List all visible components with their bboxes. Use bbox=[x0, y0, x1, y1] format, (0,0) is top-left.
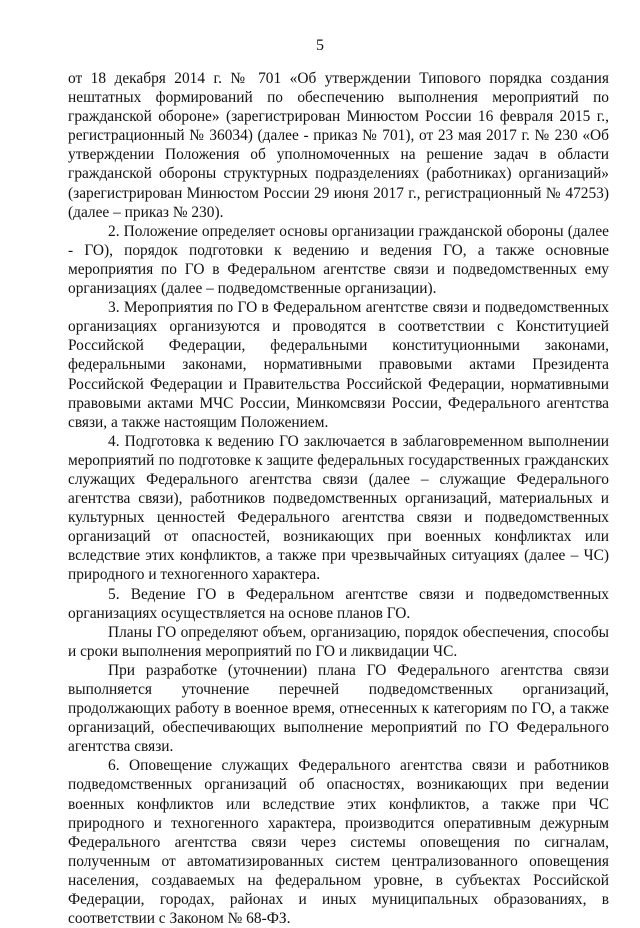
paragraph-plan-development: При разработке (уточнении) плана ГО Федерального агентства связи выполняется уточнение перечней подведомственных организаций, продолжающих работу в военное время, отнесенных к категориям по ГО, а также организаций, обеспечивающих выполнение мероприятий по ГО Федерального агентства связи. bbox=[68, 661, 609, 756]
document-body bbox=[68, 69, 609, 928]
paragraph-item-5: 5. Ведение ГО в Федеральном агентстве связи и подведомственных организациях осуществляется на основе планов ГО. bbox=[68, 585, 609, 622]
paragraph-item-6: 6. Оповещение служащих Федерального агентства связи и работников подведомственных организаций об опасностях, возникающих при ведении военных конфликтов или вследствие этих конфликтов, а также при ЧС природного и техногенного характера, производится оперативным дежурным Федерального агентства связи через системы оповещения по сигналам, полученным от автоматизированных систем централизованного оповещения населения, создаваемых на федеральном уровне, в субъектах Российской Федерации, городах, районах и иных муниципальных образованиях, в соответствии с Законом № 68-ФЗ. bbox=[68, 757, 609, 928]
paragraph-continuation: от 18 декабря 2014 г. № 701 «Об утверждении Типового порядка создания нештатных формирований по обеспечению выполнения мероприятий по гражданской обороне» (зарегистрирован Минюстом России 16 февраля 2015 г., регистрационный № 36034) (далее - приказ № 701), от 23 мая 2017 г. № 230 «Об утверждении Положения об уполномоченных на решение задач в области гражданской обороны структурных подразделениях (работниках) организаций» (зарегистрирован Минюстом России 29 июня 2017 г., регистрационный № 47253) (далее – приказ № 230). bbox=[68, 70, 609, 221]
paragraph-item-3: 3. Мероприятия по ГО в Федеральном агентстве связи и подведомственных организациях организуются и проводятся в соответствии с Конституцией Российской Федерации, федеральными конституционными законами, федеральными законами, нормативными правовыми актами Президента Российской Федерации и Правительства Российской Федерации, нормативными правовыми актами МЧС России, Минкомсвязи России, Федерального агентства связи, а также настоящим Положением. bbox=[68, 299, 609, 431]
paragraph-item-4: 4. Подготовка к ведению ГО заключается в заблаговременном выполнении мероприятий по подготовке к защите федеральных государственных гражданских служащих Федерального агентства связи (далее – служащие Федерального агентства связи), работников подведомственных организаций, материальных и культурных ценностей Федерального агентства связи и подведомственных организаций от опасностей, возникающих при военных конфликтах или вследствие этих конфликтов, а также при чрезвычайных ситуациях (далее – ЧС) природного и техногенного характера. bbox=[68, 432, 609, 584]
paragraph-item-2: 2. Положение определяет основы организации гражданской обороны (далее - ГО), порядок подготовки к ведению и ведения ГО, а также основные мероприятия по ГО в Федеральном агентстве связи и подведомственных ему организациях (далее – подведомственные организации). bbox=[68, 222, 609, 298]
page-number: 5 bbox=[316, 37, 324, 54]
paragraph-plans: Планы ГО определяют объем, организацию, порядок обеспечения, способы и сроки выполнения мероприятий по ГО и ликвидации ЧС. bbox=[68, 623, 609, 660]
